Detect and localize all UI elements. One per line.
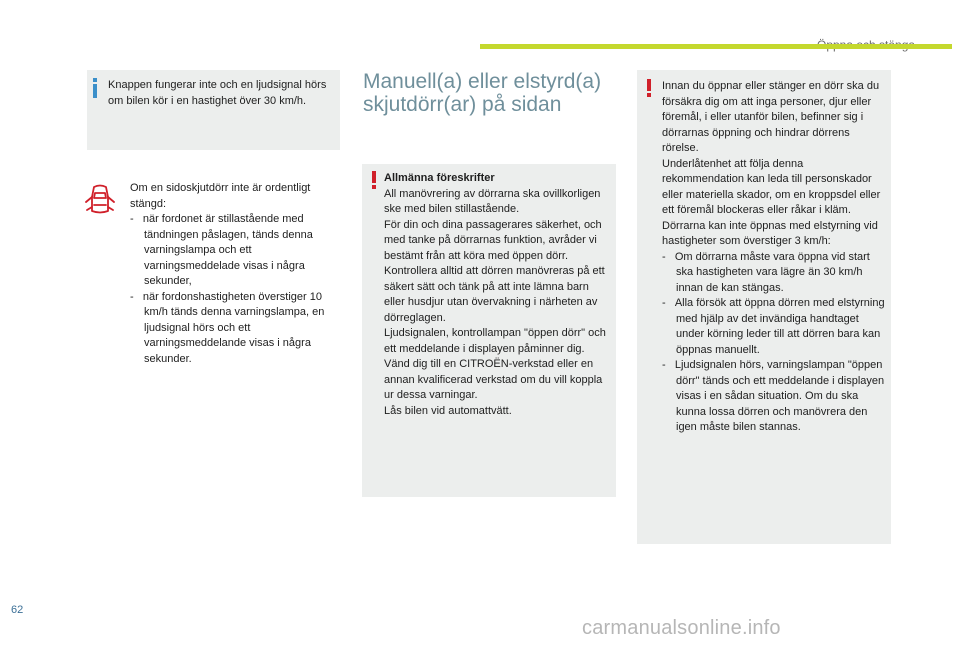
caution-paragraph: Innan du öppnar eller stänger en dörr ska du försäkra dig om att inga personer, djur eller föremål, i eller utanför bilen, befinner sig i dörrarnas öppning och hindrar dörrens rörelse. xyxy=(662,80,880,154)
caution-paragraph: Dörrarna kan inte öppnas med elstyrning vid hastigheter som överstiger 3 km/h: xyxy=(662,219,878,247)
info-note-text: Knappen fungerar inte och en ljudsignal hörs om bilen kör i en hastighet över 30 km/h. xyxy=(108,79,327,107)
info-icon xyxy=(93,78,97,98)
warning-icon xyxy=(647,79,651,97)
general-precautions-heading: Allmänna föreskrifter xyxy=(384,172,495,184)
door-warning-intro: Om en sidoskjutdörr inte är ordentligt stängd: xyxy=(130,182,311,210)
general-paragraph: Ljudsignalen, kontrollampan "öppen dörr" och ett meddelande i displayen påminner dig. Vänd dig till en CITROËN-verkstad eller en annan kvalificerad verkstad om du vill koppla ur dessa varningar. xyxy=(384,327,606,401)
door-warning-item: - när fordonet är stillastående med tändningen påslagen, tänds denna varningslampa och ett varningsmeddelade visas i några sekunder, xyxy=(130,213,313,287)
section-title: Manuell(a) eller elstyrd(a) skjutdörr(ar) på sidan xyxy=(363,70,602,116)
general-paragraph: All manövrering av dörrarna ska ovillkorligen ske med bilen stillastående. xyxy=(384,187,601,215)
watermark: carmanualsonline.info xyxy=(582,617,781,639)
page-number: 62 xyxy=(11,604,24,616)
door-warning-text xyxy=(130,181,342,367)
caution-item: - Ljudsignalen hörs, varningslampan "öppen dörr" tänds och ett meddelande i displayen visas i en sådan situation. Om du ska kunna lossa dörren och manövrera den igen måste bilen stannas. xyxy=(662,359,885,433)
general-paragraph: För din och dina passagerares säkerhet, och med tanke på dörrarnas funktion, avråder vi bestämt från att köra med öppen dörr. xyxy=(384,218,602,262)
car-door-open-icon xyxy=(85,183,115,217)
general-paragraph: Kontrollera alltid att dörren manövreras på ett säkert sätt och tänk på att inte lämna barn eller husdjur utan övervakning i närheten av dörreglagen. xyxy=(384,265,605,324)
warning-icon xyxy=(372,171,376,189)
door-warning-item: - när fordonshastigheten överstiger 10 km/h tänds denna varningslampa, en ljudsignal hörs och ett varningsmeddelande visas i några sekunder. xyxy=(130,290,325,365)
caution-item: - Alla försök att öppna dörren med elstyrning med hjälp av det invändiga handtaget under körning leder till att dörren bara kan öppnas manuellt. xyxy=(662,297,885,356)
caution-item: - Om dörrarna måste vara öppna vid start ska hastigheten vara lägre än 30 km/h innan de kan stängas. xyxy=(662,250,870,294)
general-paragraph: Lås bilen vid automattvätt. xyxy=(384,404,512,417)
caution-text xyxy=(662,79,888,436)
general-precautions-text xyxy=(384,171,612,419)
chapter-color-bar xyxy=(480,44,952,49)
caution-paragraph: Underlåtenhet att följa denna rekommendation kan leda till personskador eller materiella skador, om en kroppsdel eller ett föremål blockeras eller råkar i kläm. xyxy=(662,157,881,216)
